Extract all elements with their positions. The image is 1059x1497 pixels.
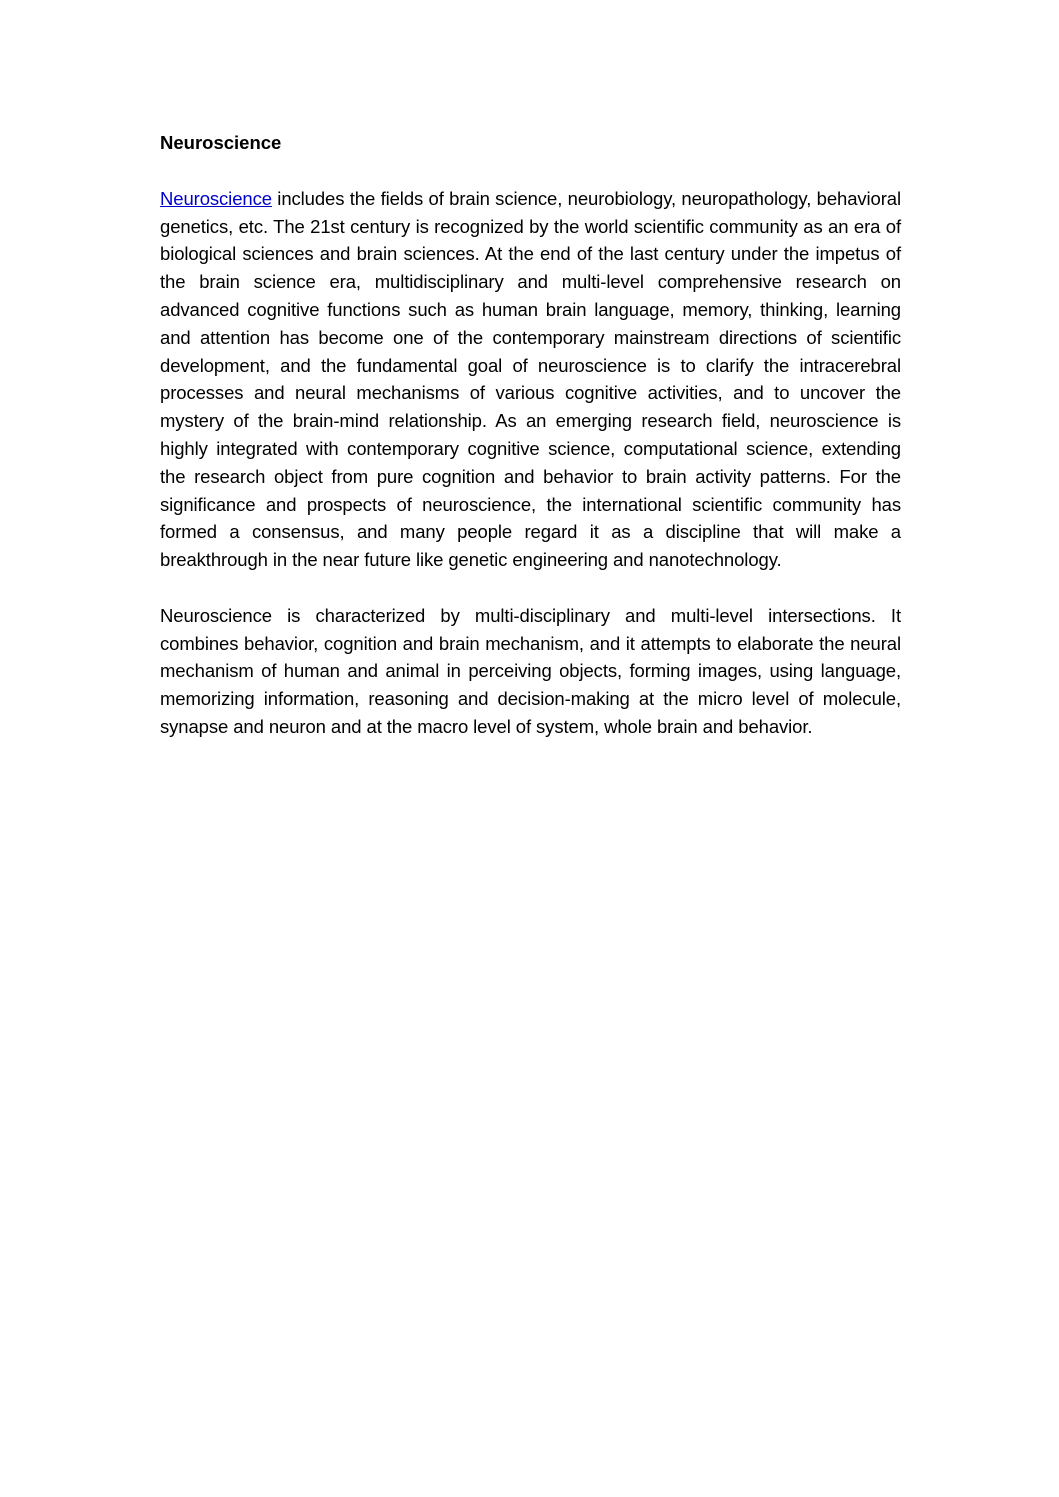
paragraph-intro (160, 185, 901, 574)
paragraph-intro-text: includes the fields of brain science, neurobiology, neuropathology, behavioral genetics, etc. The 21st century is recognized by the world scientific community as an era of biological sciences and brain sciences. At the end of the last century under the impetus of the brain science era, multidisciplinary and multi-level comprehensive research on advanced cognitive functions such as human brain language, memory, thinking, learning and attention has become one of the contemporary mainstream directions of scientific development, and the fundamental goal of neuroscience is to clarify the intracerebral processes and neural mechanisms of various cognitive activities, and to uncover the mystery of the brain-mind relationship. As an emerging research field, neuroscience is highly integrated with contemporary cognitive science, computational science, extending the research object from pure cognition and behavior to brain activity patterns. For the significance and prospects of neuroscience, the international scientific community has formed a consensus, and many people regard it as a discipline that will make a breakthrough in the near future like genetic engineering and nanotechnology. (160, 187, 901, 571)
document-title: Neuroscience (160, 132, 282, 153)
neuroscience-link[interactable]: Neuroscience (160, 187, 272, 209)
document-body (160, 129, 901, 769)
paragraph-characteristics: Neuroscience is characterized by multi-disciplinary and multi-level intersections. It combines behavior, cognition and brain mechanism, and it attempts to elaborate the neural mechanism of human and animal in perceiving objects, forming images, using language, memorizing information, reasoning and decision-making at the micro level of molecule, synapse and neuron and at the macro level of system, whole brain and behavior. (160, 604, 901, 737)
